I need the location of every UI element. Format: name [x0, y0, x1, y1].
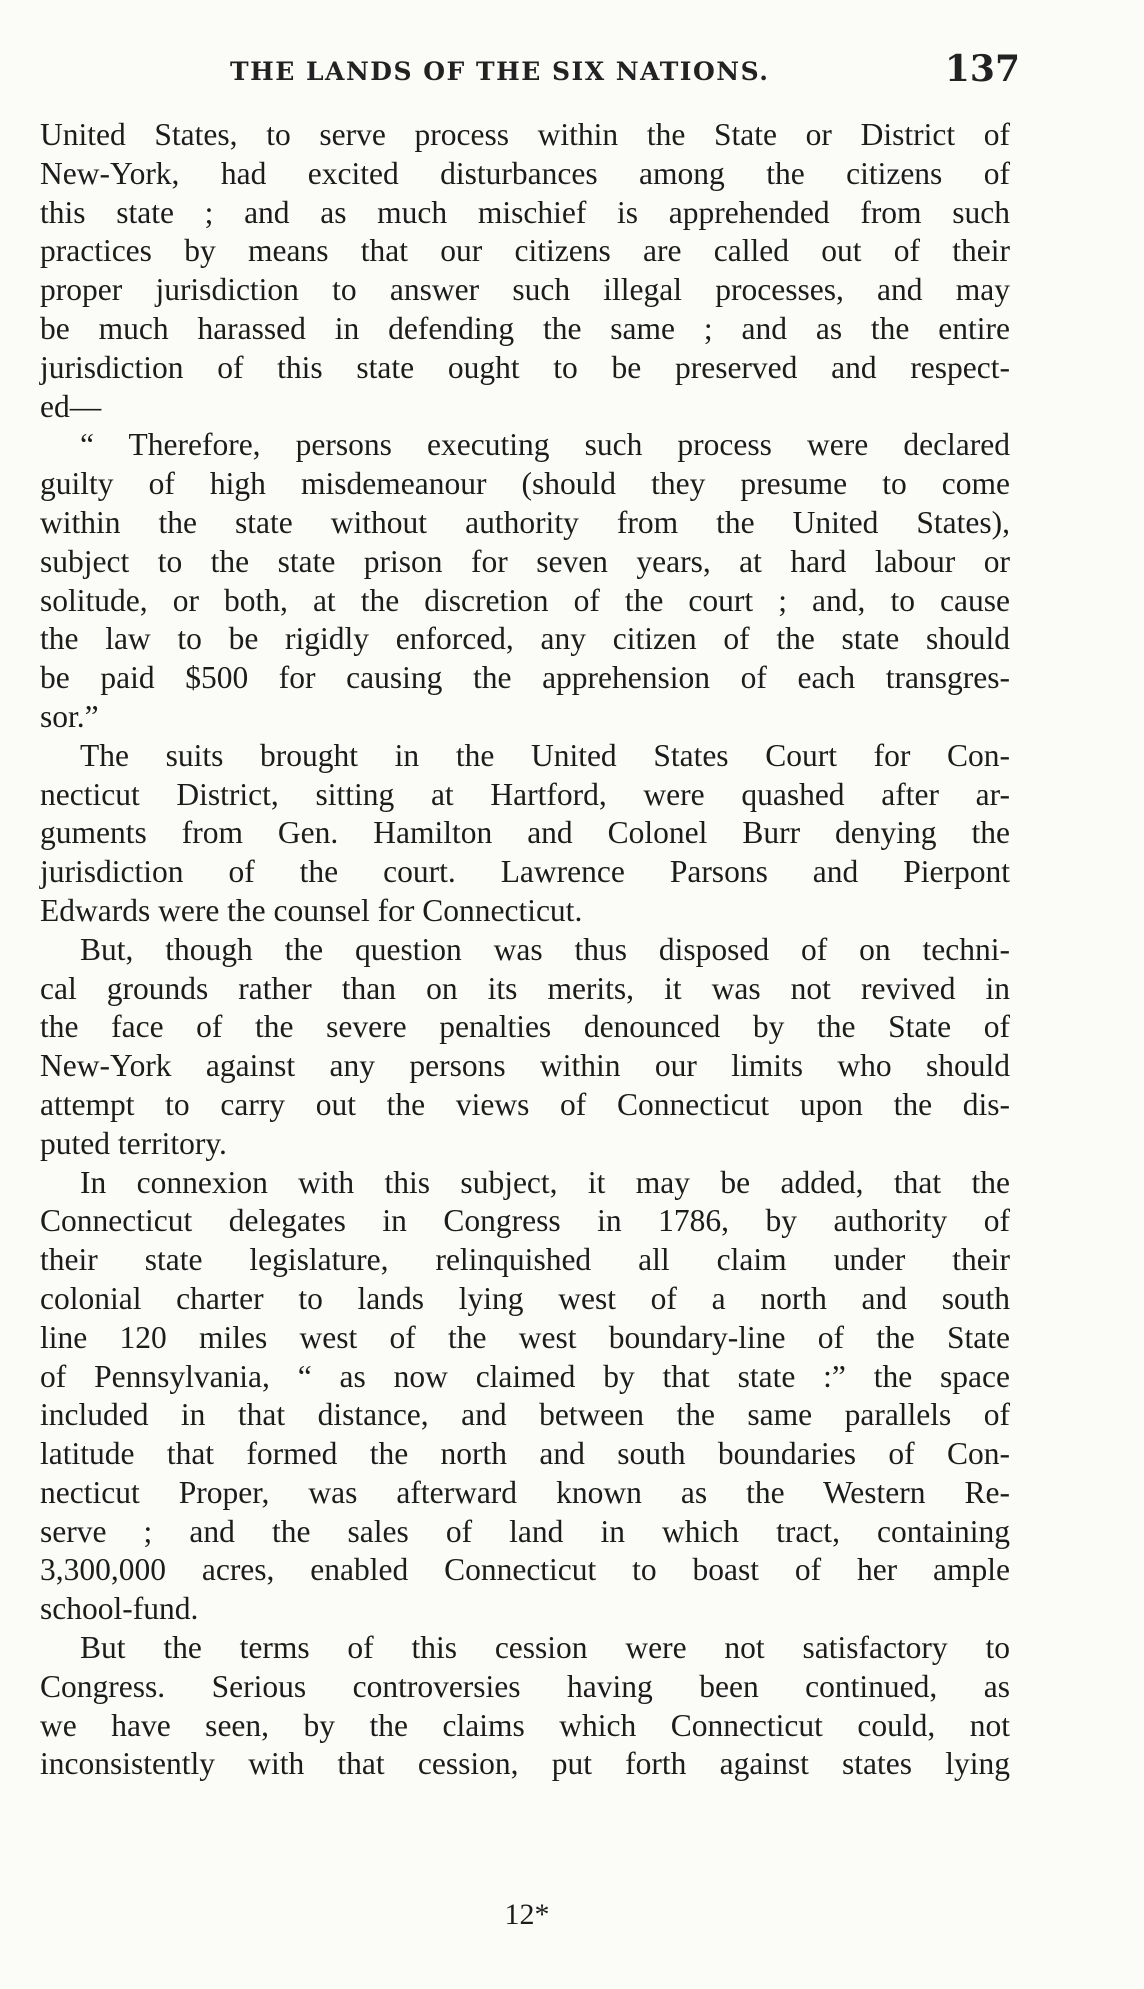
text-line: school-fund. — [40, 1591, 199, 1627]
text-line: Connecticut delegates in Congress in 1786, by authority of — [40, 1203, 1010, 1239]
text-line: But the terms of this cession were not satisfactory to — [80, 1630, 1010, 1666]
text-line: New-York against any persons within our limits who should — [40, 1048, 1010, 1084]
text-line: we have seen, by the claims which Connecticut could, not — [40, 1707, 1010, 1743]
text-line: Congress. Serious controversies having been continued, as — [40, 1668, 1010, 1704]
text-line: puted territory. — [40, 1125, 227, 1161]
page-header — [230, 45, 1020, 97]
text-line: necticut Proper, was afterward known as the Western Re- — [40, 1474, 1010, 1510]
text-line: line 120 miles west of the west boundary-line of the State — [40, 1319, 1010, 1355]
text-line: United States, to serve process within the State or District of — [40, 117, 1010, 152]
text-line: practices by means that our citizens are called out of their — [40, 233, 1010, 269]
text-line: In connexion with this subject, it may be added, that the — [80, 1164, 1010, 1200]
text-line: attempt to carry out the views of Connecticut upon the dis- — [40, 1086, 1010, 1122]
page-footer — [0, 1898, 1144, 1932]
text-line: included in that distance, and between the same parallels of — [40, 1397, 1010, 1433]
text-line: ed— — [40, 388, 102, 424]
running-head: THE LANDS OF THE SIX NATIONS. — [230, 57, 770, 86]
text-line: serve ; and the sales of land in which tract, containing — [40, 1513, 1010, 1549]
text-line: the law to be rigidly enforced, any citizen of the state should — [40, 621, 1010, 657]
text-line: guments from Gen. Hamilton and Colonel Burr denying the — [40, 815, 1010, 851]
text-line: their state legislature, relinquished all claim under their — [40, 1242, 1010, 1278]
text-line: “ Therefore, persons executing such process were declared — [80, 427, 1010, 463]
text-line: the face of the severe penalties denounced by the State of — [40, 1009, 1010, 1045]
text-line: proper jurisdiction to answer such illegal processes, and may — [40, 272, 1010, 308]
text-line: Edwards were the counsel for Connecticut. — [40, 892, 583, 928]
signature-mark: 12* — [504, 1898, 550, 1931]
text-line: But, though the question was thus disposed of on techni- — [80, 931, 1010, 967]
text-line: 3,300,000 acres, enabled Connecticut to boast of her ample — [40, 1552, 1010, 1588]
text-line: The suits brought in the United States Court for Con- — [80, 737, 1010, 773]
text-line: be paid $500 for causing the apprehension of each transgres- — [40, 660, 1010, 696]
text-line: cal grounds rather than on its merits, it was not revived in — [40, 970, 1010, 1006]
text-line: New-York, had excited disturbances among the citizens of — [40, 155, 1010, 191]
text-line: solitude, or both, at the discretion of the court ; and, to cause — [40, 582, 1010, 618]
text-line: guilty of high misdemeanour (should they presume to come — [40, 466, 1010, 502]
text-line: within the state without authority from the United States), — [40, 504, 1010, 540]
text-line: jurisdiction of this state ought to be preserved and respect- — [40, 349, 1010, 385]
text-line: sor.” — [40, 698, 99, 734]
text-line: this state ; and as much mischief is apprehended from such — [40, 194, 1010, 230]
text-line: inconsistently with that cession, put forth against states lying — [40, 1746, 1010, 1782]
text-line: jurisdiction of the court. Lawrence Parsons and Pierpont — [40, 854, 1010, 890]
text-line: be much harassed in defending the same ; and as the entire — [40, 310, 1010, 346]
text-line: necticut District, sitting at Hartford, were quashed after ar- — [40, 776, 1010, 812]
text-line: colonial charter to lands lying west of a north and south — [40, 1280, 1010, 1316]
text-line: latitude that formed the north and south boundaries of Con- — [40, 1436, 1010, 1472]
page-number: 137 — [944, 48, 1020, 90]
text-line: of Pennsylvania, “ as now claimed by that state :” the space — [40, 1358, 1010, 1394]
body-text — [40, 116, 1010, 1784]
text-line: subject to the state prison for seven years, at hard labour or — [40, 543, 1010, 579]
